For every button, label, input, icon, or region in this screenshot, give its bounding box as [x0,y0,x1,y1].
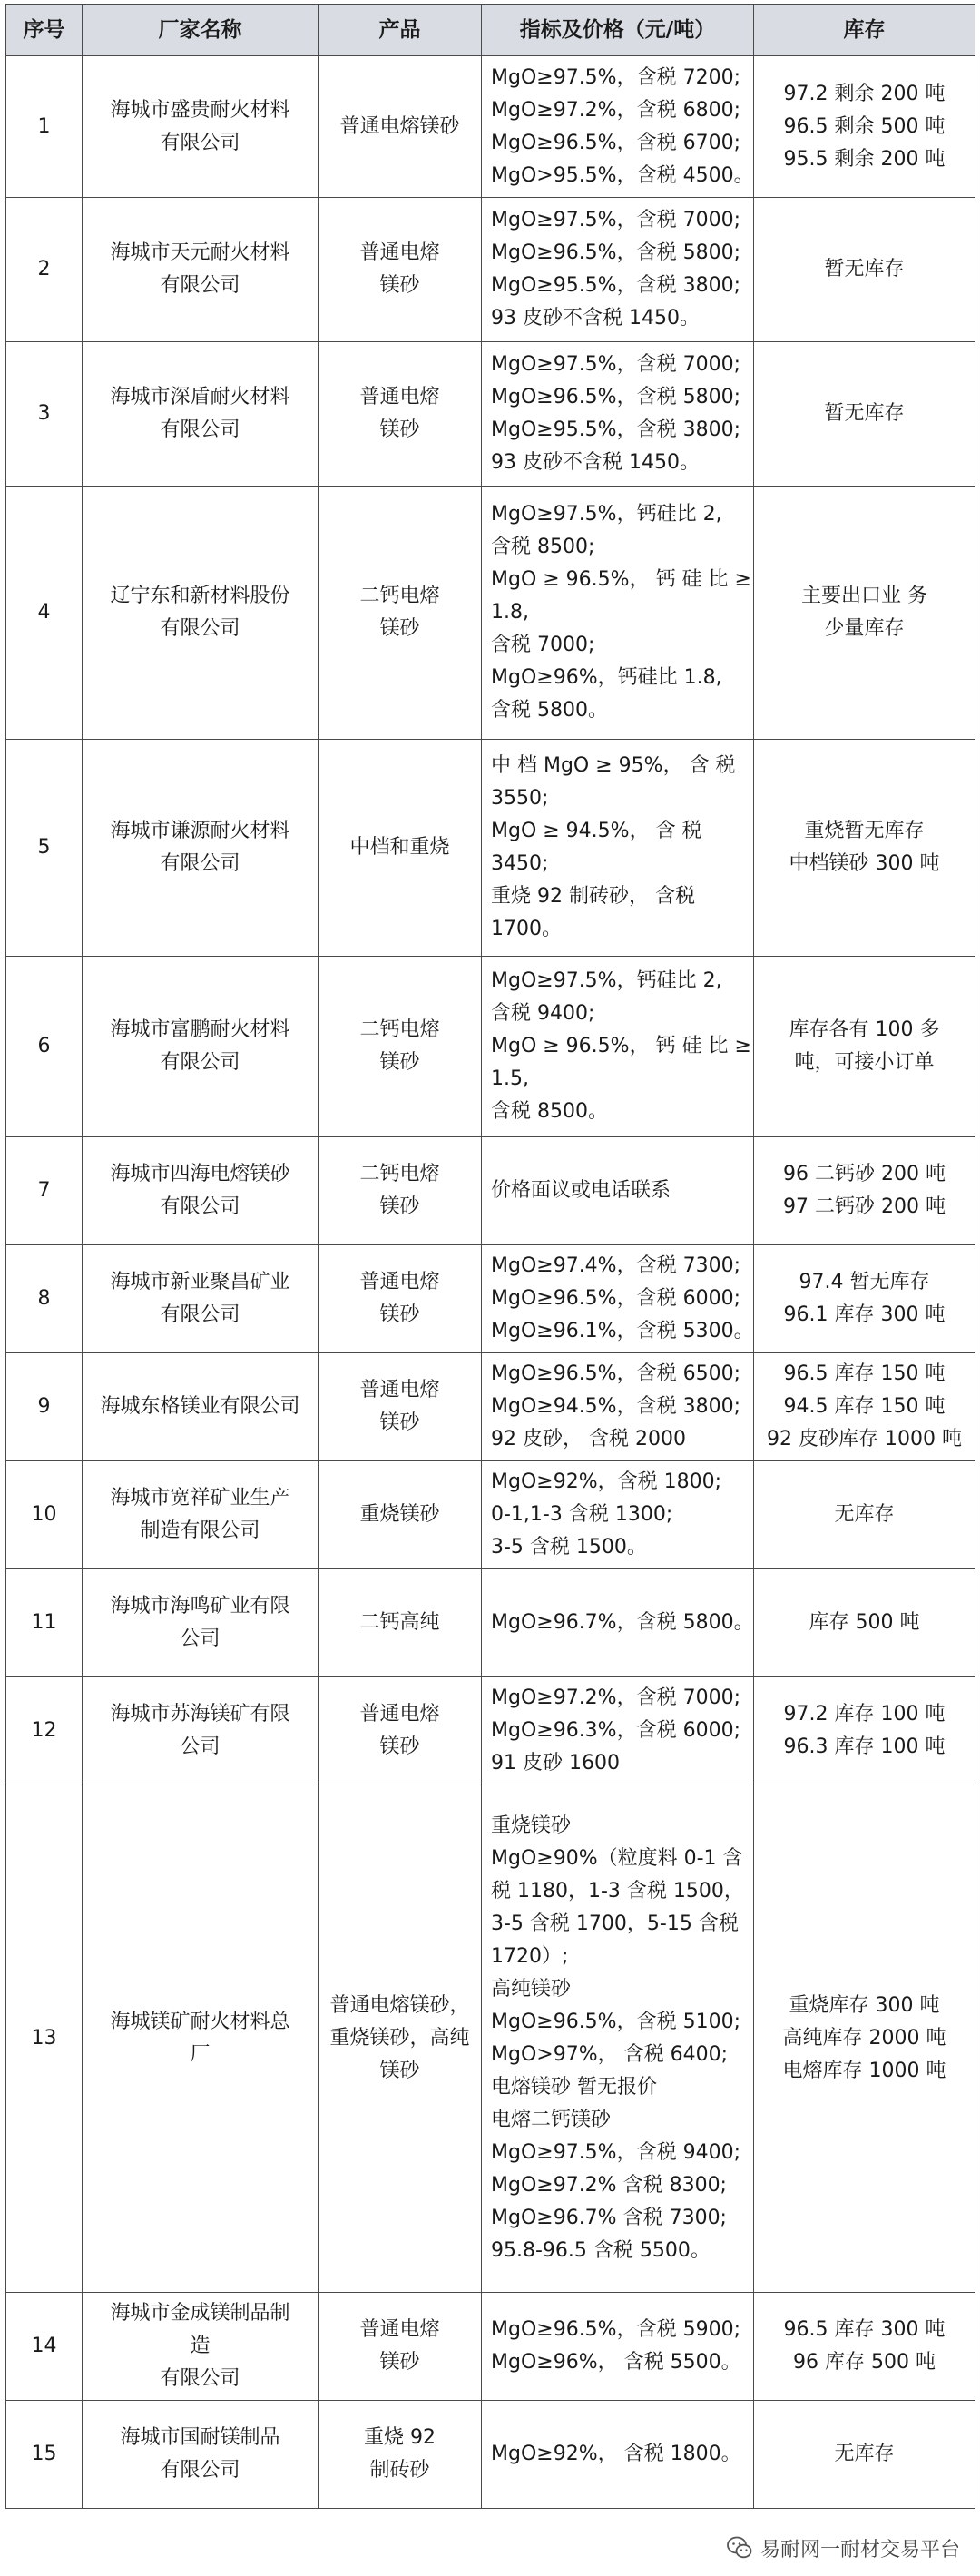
product-cell [318,740,482,957]
company-name-line: 有限公司 [160,617,240,640]
row-index: 4 [37,601,51,624]
product-line: 二钙电熔 [359,585,440,607]
company-name-line: 海城东格镁业有限公司 [100,1395,300,1418]
stock-line: 暂无库存 [824,258,905,280]
product-line: 镁砂 [379,1303,420,1326]
company-name-cell [83,2293,318,2401]
product-line: 普通电熔 [359,1271,440,1293]
company-name-line: 海城市深盾耐火材料 [110,386,290,408]
stock-line: 97.4 暂无库存 [799,1271,930,1293]
company-name-cell [83,957,318,1137]
stock-cell [754,487,975,740]
stock-line: 92 皮砂库存 1000 吨 [767,1428,962,1450]
stock-line: 96 二钙砂 200 吨 [783,1163,946,1185]
price-spec-line: MgO≥92%， 含税 1800。 [491,2443,741,2465]
company-name-line: 海城市金成镁制品制 [110,2302,290,2325]
company-name-cell [83,342,318,487]
company-name-line: 公司 [180,1627,220,1650]
price-spec-cell [482,1245,754,1353]
price-spec-line: MgO≥97.2%，含税 7000; [491,1686,740,1709]
row-index: 13 [31,2027,57,2050]
price-spec-line: 92 皮砂， 含税 2000 [491,1428,686,1450]
product-line: 普通电熔 [359,241,440,264]
price-spec-line: 含税 5800。 [491,699,608,722]
price-spec-line: MgO≥92%，含税 1800; [491,1470,721,1493]
product-cell [318,1785,482,2293]
row-index-cell [6,487,83,740]
stock-cell [754,342,975,487]
company-name-line: 海城市海鸣矿业有限 [110,1595,290,1617]
stock-line: 96 库存 500 吨 [793,2351,936,2374]
product-cell [318,2293,482,2401]
stock-line: 少量库存 [824,617,905,640]
watermark [726,2532,960,2563]
price-spec-line: MgO≥96%， 含税 5500。 [491,2351,741,2374]
stock-cell [754,2401,975,2509]
company-name-cell [83,487,318,740]
product-line: 镁砂 [379,1051,420,1074]
company-name-line: 有限公司 [160,274,240,297]
price-spec-line: 1720）; [491,1945,569,1968]
row-index: 8 [37,1287,51,1310]
company-name-cell [83,740,318,957]
price-spec-line: MgO≥90%（粒度料 0-1 含 [491,1847,743,1870]
row-index: 2 [37,258,51,280]
price-spec-line: 重烧镁砂 [491,1814,572,1837]
price-spec-cell [482,56,754,198]
row-index-cell [6,56,83,198]
row-index-cell [6,1137,83,1245]
stock-line: 中档镁砂 300 吨 [789,852,940,875]
row-index: 12 [31,1719,57,1742]
header-product: 产品 [318,5,482,56]
price-spec-line: 91 皮砂 1600 [491,1752,620,1775]
price-spec-line: 电熔二钙镁砂 [491,2109,612,2131]
table-row [6,342,975,487]
product-line: 二钙高纯 [359,1611,440,1634]
price-spec-cell [482,2401,754,2509]
price-spec-cell [482,740,754,957]
table-row [6,56,975,198]
row-index: 1 [37,114,51,138]
row-index-cell [6,1245,83,1353]
stock-line: 库存 500 吨 [808,1611,920,1634]
product-line: 普通电熔 [359,1379,440,1401]
stock-line: 重烧库存 300 吨 [789,1994,940,2017]
stock-line: 95.5 剩余 200 吨 [783,147,946,171]
row-index: 7 [37,1179,51,1202]
row-index-cell [6,1677,83,1785]
table-row [6,1353,975,1461]
table-row [6,2293,975,2401]
price-spec-line: MgO ≥ 96.5%， 钙 硅 比 ≥ [491,568,751,591]
product-line: 重烧 92 [364,2426,436,2449]
company-name-line: 有限公司 [160,2367,240,2390]
header-index: 序号 [6,5,83,56]
price-spec-line: 0-1,1-3 含税 1300; [491,1503,673,1526]
price-spec-line: MgO≥96.5%，含税 5900; [491,2318,740,2341]
price-spec-line: MgO ≥ 96.5%， 钙 硅 比 ≥ [491,1035,751,1057]
product-cell [318,56,482,198]
price-spec-line: 价格面议或电话联系 [491,1179,671,1202]
price-spec-line: 含税 9400; [491,1002,595,1025]
stock-line: 97.2 库存 100 吨 [783,1703,946,1726]
product-line: 重烧镁砂，高纯 [329,2027,470,2050]
table-row [6,1569,975,1677]
price-spec-line: 3450; [491,852,549,875]
stock-cell [754,740,975,957]
product-line: 镁砂 [379,2351,420,2374]
company-name-cell [83,1461,318,1569]
row-index-cell [6,2401,83,2509]
stock-cell [754,1245,975,1353]
product-cell [318,1461,482,1569]
table-row [6,740,975,957]
row-index: 10 [31,1503,57,1526]
price-table [5,4,975,2509]
stock-cell [754,1569,975,1677]
price-spec-cell [482,1569,754,1677]
row-index-cell [6,957,83,1137]
row-index-cell [6,1461,83,1569]
stock-line: 库存各有 100 多 [789,1018,940,1041]
price-spec-cell [482,487,754,740]
product-cell [318,2401,482,2509]
price-spec-line: 含税 8500; [491,536,595,558]
price-spec-line: MgO≥96.5%，含税 5800; [491,386,740,408]
price-spec-line: MgO≥96.7%，含税 5800。 [491,1611,754,1634]
header-stock: 库存 [754,5,975,56]
company-name-line: 制造有限公司 [140,1519,260,1542]
price-spec-cell [482,1461,754,1569]
stock-line: 96.5 剩余 500 吨 [783,114,946,138]
price-spec-line: 中 档 MgO ≥ 95%， 含 税 [491,754,736,777]
price-spec-cell [482,1353,754,1461]
price-spec-line: MgO≥97.5%，钙硅比 2, [491,969,722,992]
product-cell [318,1677,482,1785]
company-name-line: 公司 [180,1735,220,1758]
stock-cell [754,957,975,1137]
price-spec-line: MgO≥97.5%，含税 7000; [491,353,740,376]
stock-cell [754,1137,975,1245]
price-spec-cell [482,957,754,1137]
stock-line: 主要出口业 务 [801,585,927,607]
product-line: 镁砂 [379,274,420,297]
price-spec-line: MgO≥97.2% 含税 8300; [491,2174,727,2197]
company-name-line: 海城市宽祥矿业生产 [110,1487,290,1509]
row-index: 15 [31,2443,57,2465]
product-cell [318,1137,482,1245]
price-spec-line: MgO≥97.5%，含税 7000; [491,209,740,231]
company-name-cell [83,1137,318,1245]
price-spec-line: MgO≥95.5%，含税 3800; [491,418,740,441]
price-spec-line: 3-5 含税 1700，5-15 含税 [491,1912,739,1935]
company-name-line: 有限公司 [160,1303,240,1326]
product-cell [318,1353,482,1461]
stock-line: 94.5 库存 150 吨 [783,1395,946,1418]
price-spec-line: MgO≥96.1%，含税 5300。 [491,1320,754,1342]
table-header-row [6,5,975,56]
product-cell [318,487,482,740]
price-spec-line: MgO≥96.5%，含税 6500; [491,1362,740,1385]
company-name-line: 海城市国耐镁制品 [120,2426,280,2449]
product-cell [318,1569,482,1677]
company-name-line: 海城市苏海镁矿有限 [110,1703,290,1726]
company-name-line: 有限公司 [160,2459,240,2482]
table-row [6,1461,975,1569]
stock-line: 重烧暂无库存 [804,820,925,842]
row-index: 9 [37,1395,51,1418]
price-spec-line: MgO≥96.3%，含税 6000; [491,1719,740,1742]
stock-line: 97 二钙砂 200 吨 [783,1195,946,1218]
company-name-line: 有限公司 [160,1051,240,1074]
table-row [6,487,975,740]
table-row [6,1245,975,1353]
product-line: 重烧镁砂 [359,1503,440,1526]
price-spec-line: MgO≥96.7% 含税 7300; [491,2207,727,2229]
company-name-cell [83,1785,318,2293]
price-spec-line: MgO≥94.5%，含税 3800; [491,1395,740,1418]
table-row [6,1677,975,1785]
product-cell [318,957,482,1137]
price-spec-cell [482,198,754,342]
table-row [6,1137,975,1245]
header-price: 指标及价格（元/吨） [482,5,754,56]
company-name-cell [83,2401,318,2509]
price-spec-line: 含税 8500。 [491,1100,608,1123]
stock-cell [754,1461,975,1569]
stock-cell [754,1353,975,1461]
product-line: 中档和重烧 [349,836,450,859]
row-index: 11 [31,1611,57,1634]
row-index-cell [6,342,83,487]
price-spec-line: 电熔镁砂 暂无报价 [491,2076,657,2099]
company-name-cell [83,56,318,198]
product-line: 镁砂 [379,418,420,441]
price-spec-line: 3550; [491,787,549,810]
company-name-line: 海城镁矿耐火材料总 [110,2011,290,2033]
price-spec-line: MgO≥96.5%，含税 5100; [491,2011,740,2033]
price-spec-cell [482,1137,754,1245]
company-name-line: 海城市天元耐火材料 [110,241,290,264]
stock-line: 暂无库存 [824,402,905,425]
price-spec-line: MgO>97%， 含税 6400; [491,2043,728,2066]
row-index-cell [6,2293,83,2401]
company-name-line: 海城市新亚聚昌矿业 [110,1271,290,1293]
product-line: 二钙电熔 [359,1163,440,1185]
stock-line: 电熔库存 1000 吨 [782,2060,946,2082]
stock-line: 97.2 剩余 200 吨 [783,82,946,105]
product-cell [318,342,482,487]
product-line: 普通电熔 [359,1703,440,1726]
row-index: 6 [37,1035,51,1057]
product-line: 镁砂 [379,617,420,640]
product-line: 普通电熔镁砂， [329,1994,470,2017]
stock-line: 吨，可接小订单 [794,1051,935,1074]
price-spec-line: 含税 7000; [491,634,595,656]
price-spec-line: MgO≥96.5%，含税 5800; [491,241,740,264]
company-name-line: 海城市四海电熔镁砂 [110,1163,290,1185]
product-line: 镁砂 [379,1735,420,1758]
price-spec-line: 1.5, [491,1067,529,1090]
product-line: 镁砂 [379,1195,420,1218]
price-spec-cell [482,1785,754,2293]
price-spec-line: 3-5 含税 1500。 [491,1536,647,1558]
price-spec-line: 高纯镁砂 [491,1978,572,2001]
price-spec-line: MgO≥97.2%，含税 6800; [491,98,740,122]
price-spec-line: MgO≥96%，钙硅比 1.8, [491,666,722,689]
table-row [6,198,975,342]
product-line: 普通电熔 [359,2318,440,2341]
table-row [6,1785,975,2293]
stock-cell [754,56,975,198]
company-name-line: 海城市谦源耐火材料 [110,820,290,842]
price-spec-line: MgO≥97.5%，钙硅比 2, [491,503,722,526]
product-cell [318,198,482,342]
product-line: 制砖砂 [369,2459,430,2482]
stock-line: 96.3 库存 100 吨 [783,1735,946,1758]
company-name-line: 辽宁东和新材料股份 [110,585,290,607]
price-spec-line: 1700。 [491,918,562,940]
price-spec-line: 93 皮砂不含税 1450。 [491,307,700,329]
price-spec-line: 95.8-96.5 含税 5500。 [491,2239,710,2262]
price-spec-line: MgO ≥ 94.5%， 含 税 [491,820,702,842]
product-line: 普通电熔 [359,386,440,408]
price-spec-cell [482,342,754,487]
stock-cell [754,198,975,342]
price-spec-line: 税 1180，1-3 含税 1500， [491,1880,744,1903]
company-name-cell [83,198,318,342]
company-name-line: 海城市富鹏耐火材料 [110,1018,290,1041]
company-name-line: 造 [190,2335,211,2357]
row-index: 3 [37,402,51,425]
company-name-line: 有限公司 [160,852,240,875]
price-spec-line: MgO≥96.5%，含税 6700; [491,131,740,154]
price-spec-line: MgO≥97.4%，含税 7300; [491,1254,740,1277]
price-spec-line: 重烧 92 制砖砂， 含税 [491,885,695,908]
company-name-line: 有限公司 [160,418,240,441]
wechat-icon [726,2534,753,2561]
price-spec-cell [482,1677,754,1785]
company-name-line: 海城市盛贵耐火材料 [110,98,290,122]
price-spec-line: 93 皮砂不含税 1450。 [491,451,700,474]
stock-line: 无库存 [834,2443,895,2465]
company-name-cell [83,1569,318,1677]
header-company: 厂家名称 [83,5,318,56]
stock-cell [754,2293,975,2401]
table-row [6,957,975,1137]
price-spec-line: MgO≥96.5%，含税 6000; [491,1287,740,1310]
row-index-cell [6,1569,83,1677]
product-line: 普通电熔镁砂 [339,114,460,138]
row-index-cell [6,740,83,957]
stock-line: 高纯库存 2000 吨 [782,2027,946,2050]
stock-line: 96.5 库存 300 吨 [783,2318,946,2341]
stock-line: 96.1 库存 300 吨 [783,1303,946,1326]
product-cell [318,1245,482,1353]
table-body [6,56,975,2509]
product-line: 二钙电熔 [359,1018,440,1041]
stock-cell [754,1677,975,1785]
product-line: 镁砂 [379,1411,420,1434]
price-spec-line: 1.8, [491,601,529,624]
row-index: 14 [31,2335,57,2357]
row-index-cell [6,1353,83,1461]
watermark-text: 易耐网一耐材交易平台 [760,2538,960,2561]
row-index-cell [6,198,83,342]
product-line: 镁砂 [379,2060,420,2082]
company-name-cell [83,1245,318,1353]
stock-line: 无库存 [834,1503,895,1526]
company-name-line: 有限公司 [160,131,240,154]
price-spec-line: MgO≥97.5%，含税 9400; [491,2141,740,2164]
company-name-cell [83,1353,318,1461]
price-spec-line: MgO≥95.5%，含税 3800; [491,274,740,297]
price-spec-line: MgO≥97.5%，含税 7200; [491,65,740,89]
stock-cell [754,1785,975,2293]
price-spec-cell [482,2293,754,2401]
price-spec-line: MgO>95.5%，含税 4500。 [491,163,754,187]
company-name-line: 厂 [190,2043,211,2066]
table-row [6,2401,975,2509]
company-name-line: 有限公司 [160,1195,240,1218]
row-index: 5 [37,836,51,859]
stock-line: 96.5 库存 150 吨 [783,1362,946,1385]
row-index-cell [6,1785,83,2293]
company-name-cell [83,1677,318,1785]
